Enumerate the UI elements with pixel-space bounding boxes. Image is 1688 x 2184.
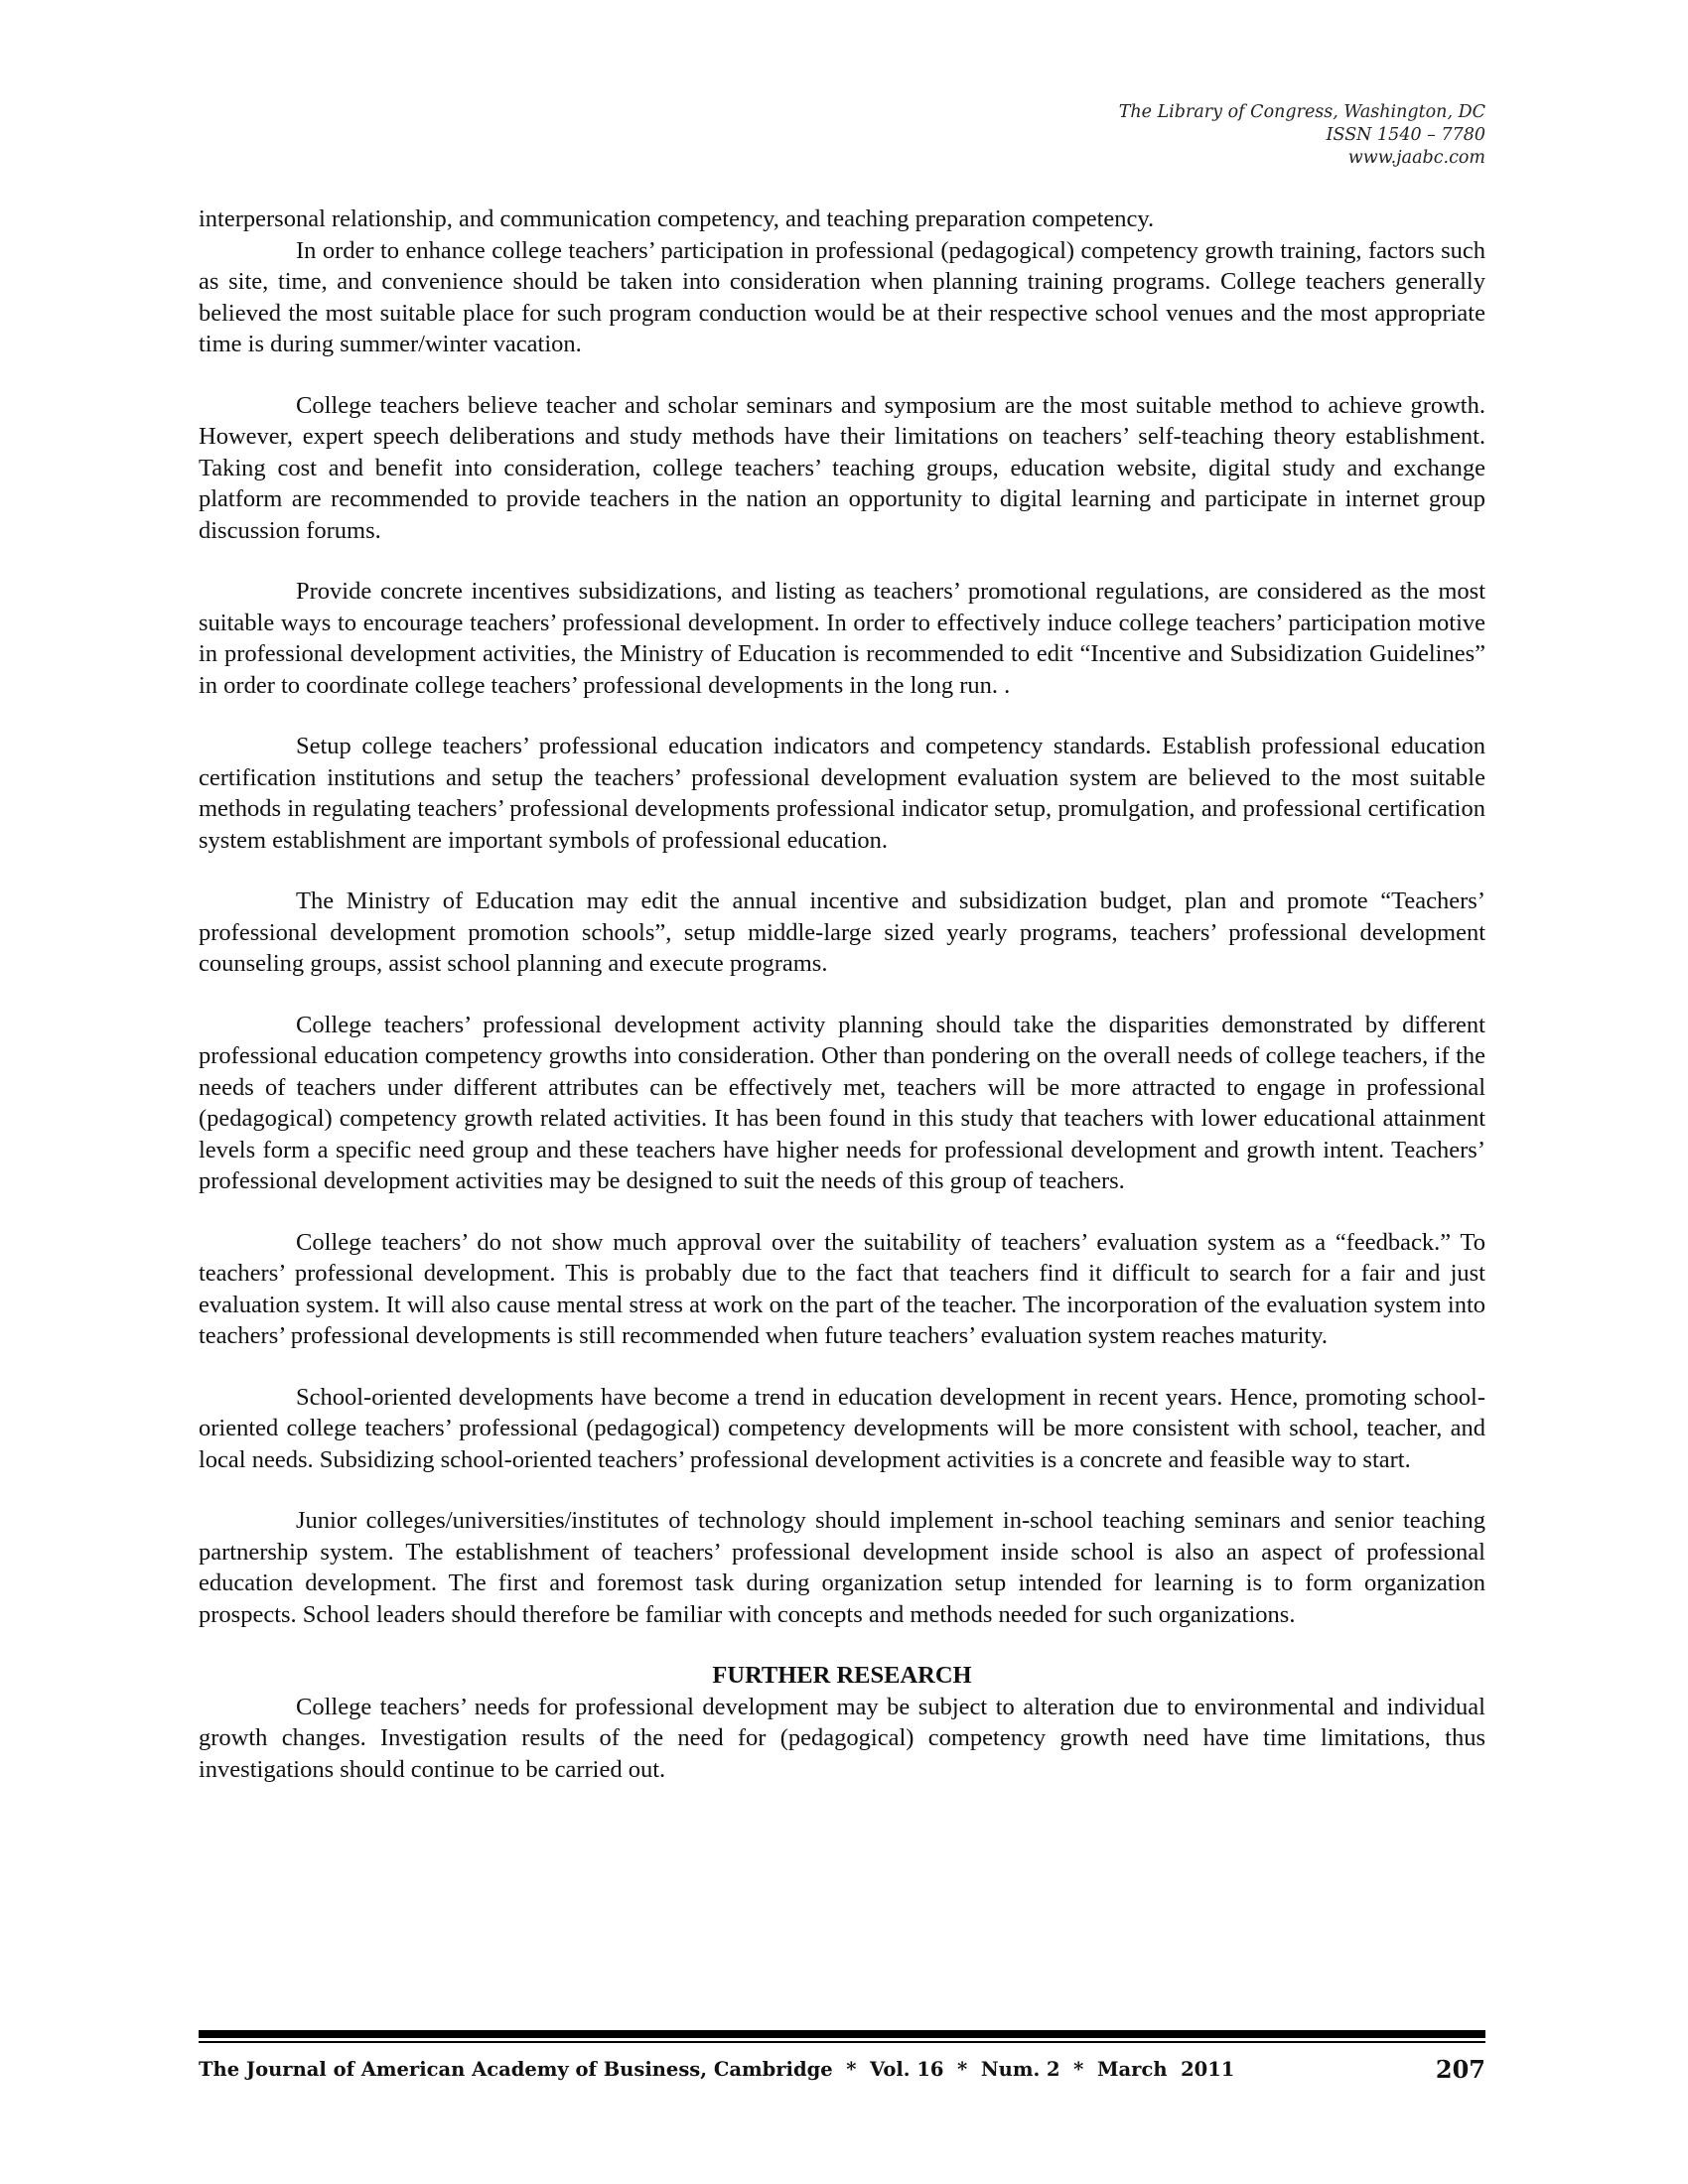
paragraph-continuation: interpersonal relationship, and communication competency, and teaching preparation competency.: [199, 205, 1155, 232]
header-issn: ISSN 1540 – 7780: [1326, 125, 1485, 145]
footer-rule-thin: [199, 2041, 1485, 2043]
paragraph: College teachers’ professional development activity planning should take the disparities demonstrated by different professional education competency growths into consideration. Other than pondering on the overall needs of college teachers, if the needs of teachers under different attributes can be effectively met, teachers will be more attracted to engage in professional (pedagogical) competency growth related activities. It has been found in this study that teachers with lower educational attainment levels form a specific need group and these teachers have higher needs for professional development and growth intent. Teachers’ professional development activities may be designed to suit the needs of this group of teachers.: [199, 1011, 1485, 1194]
journal-citation: The Journal of American Academy of Business, Cambridge * Vol. 16 * Num. 2 * March 2011: [199, 2058, 1235, 2081]
paragraph: School-oriented developments have become a trend in education development in recent years. Hence, promoting school-oriented college teachers’ professional (pedagogical) competency developments will be more consistent with school, teacher, and local needs. Subsidizing school-oriented teachers’ professional development activities is a concrete and feasible way to start.: [199, 1383, 1485, 1473]
section-heading: FURTHER RESEARCH: [712, 1662, 972, 1689]
paragraph: College teachers’ needs for professional development may be subject to alteration due to environmental and individual growth changes. Investigation results of the need for (pedagogical) competency growth need have time limitations, thus investigations should continue to be carried out.: [199, 1693, 1485, 1783]
paragraph: College teachers believe teacher and scholar seminars and symposium are the most suitable method to achieve growth. However, expert speech deliberations and study methods have their limitations on teachers’ self-teaching theory establishment. Taking cost and benefit into consideration, college teachers’ teaching groups, education website, digital study and exchange platform are recommended to provide teachers in the nation an opportunity to digital learning and participate in internet group discussion forums.: [199, 391, 1485, 544]
paragraph: The Ministry of Education may edit the annual incentive and subsidization budget, plan and promote “Teachers’ professional development promotion schools”, setup middle-large sized yearly programs, teachers’ professional development counseling groups, assist school planning and execute programs.: [199, 887, 1485, 977]
page-footer: [199, 2057, 1485, 2083]
header-website: www.jaabc.com: [1347, 148, 1485, 168]
paragraph: Provide concrete incentives subsidizations, and listing as teachers’ promotional regulations, are considered as the most suitable ways to encourage teachers’ professional development. In order to effectively induce college teachers’ participation motive in professional development activities, the Ministry of Education is recommended to edit “Incentive and Subsidization Guidelines” in order to coordinate college teachers’ professional developments in the long run. .: [199, 578, 1485, 699]
paragraph: Junior colleges/universities/institutes of technology should implement in-school teaching seminars and senior teaching partnership system. The establishment of teachers’ professional development inside school is also an aspect of professional education development. The first and foremost task during organization setup intended for learning is to form organization prospects. School leaders should therefore be familiar with concepts and methods needed for such organizations.: [199, 1507, 1485, 1628]
page-number: 207: [1435, 2055, 1485, 2084]
paragraph: Setup college teachers’ professional education indicators and competency standards. Establish professional education certification institutions and setup the teachers’ professional development evaluation system are believed to the most suitable methods in regulating teachers’ professional developments professional indicator setup, promulgation, and professional certification system establishment are important symbols of professional education.: [199, 733, 1485, 854]
article-body: [199, 204, 1485, 1785]
page-header: [1119, 101, 1485, 170]
paragraph: College teachers’ do not show much approval over the suitability of teachers’ evaluation system as a “feedback.” To teachers’ professional development. This is probably due to the fact that teachers find it difficult to search for a fair and just evaluation system. It will also cause mental stress at work on the part of the teacher. The incorporation of the evaluation system into teachers’ professional developments is still recommended when future teachers’ evaluation system reaches maturity.: [199, 1228, 1485, 1349]
footer-rule-thick: [199, 2030, 1485, 2038]
header-library: The Library of Congress, Washington, DC: [1118, 102, 1485, 122]
paragraph: In order to enhance college teachers’ participation in professional (pedagogical) competency growth training, factors such as site, time, and convenience should be taken into consideration when planning training programs. College teachers generally believed the most suitable place for such program conduction would be at their respective school venues and the most appropriate time is during summer/winter vacation.: [199, 236, 1485, 357]
